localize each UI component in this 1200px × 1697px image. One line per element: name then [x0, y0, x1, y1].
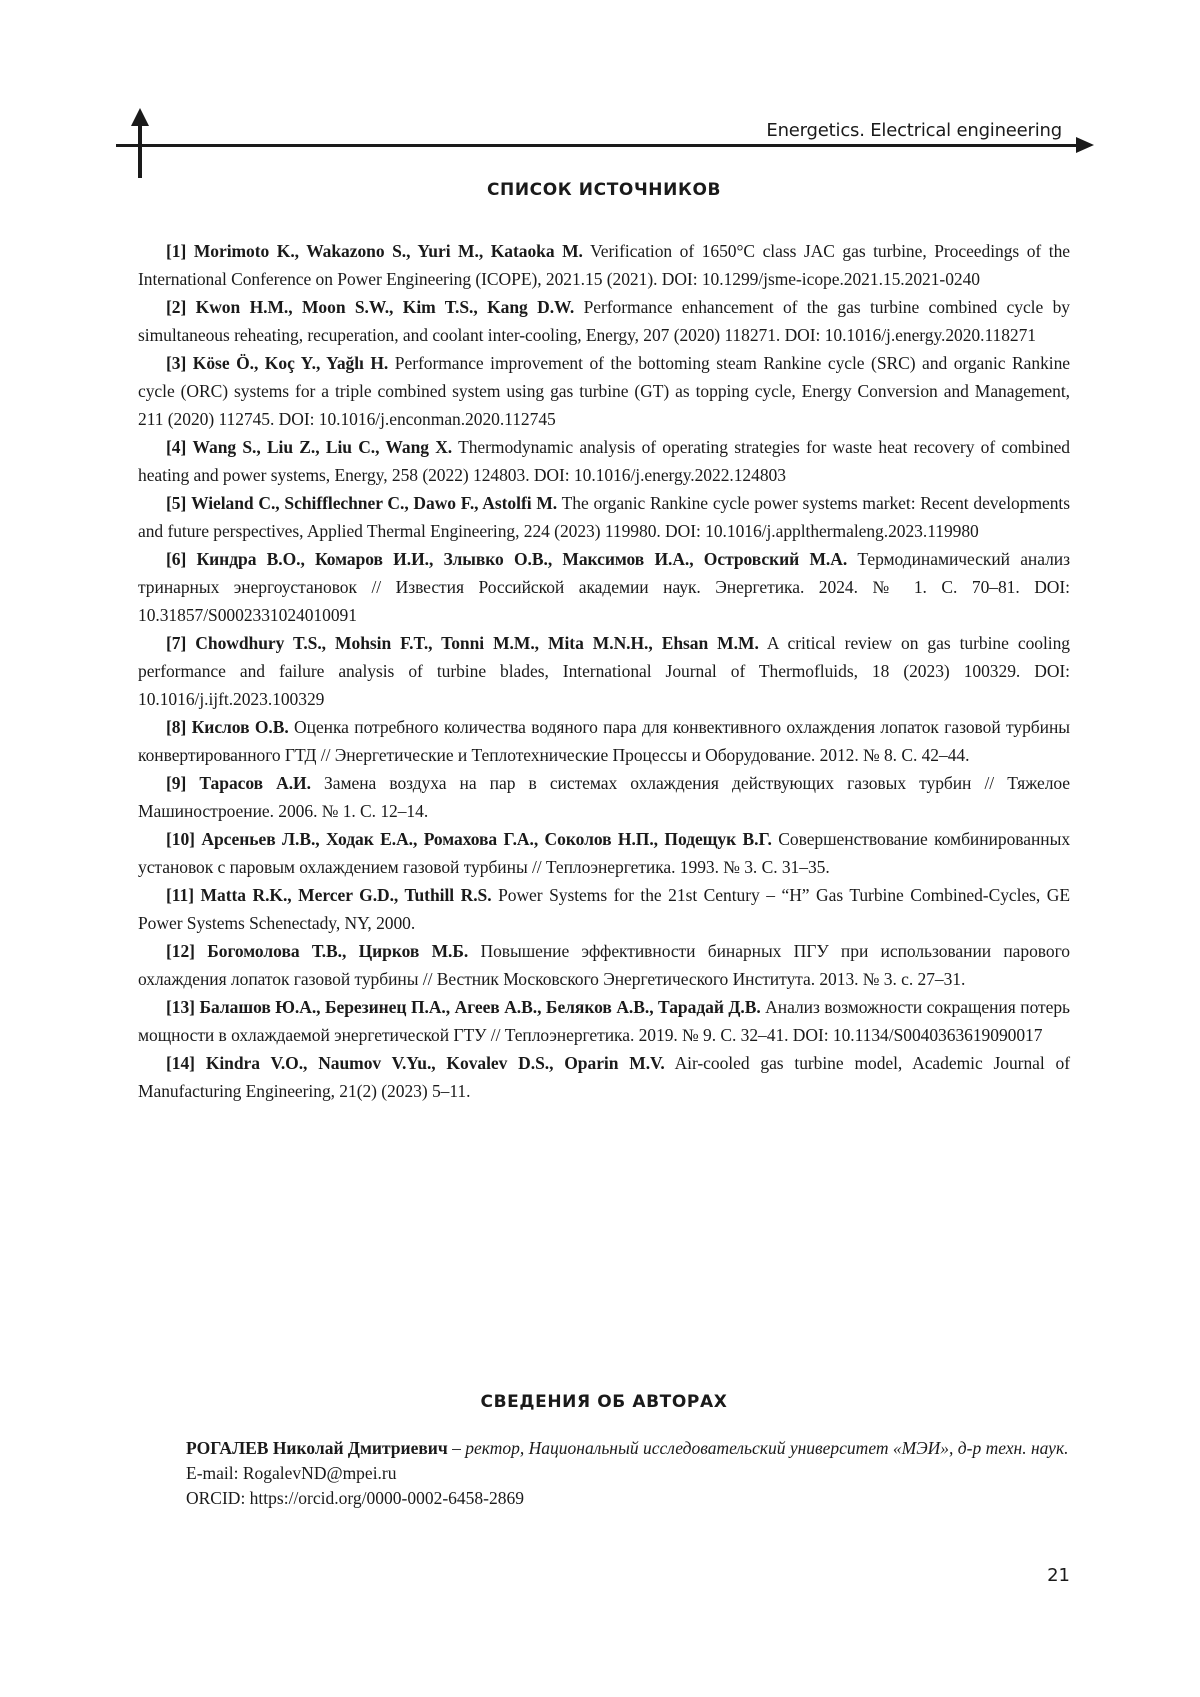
reference-text: Verification of 1650°C class JAC gas turbine, Proceedings of the International Conference on Power Engineering (ICOPE), 2021.15 (2021). DOI: 10.1299/jsme-icope.2021.15.2021-0240	[138, 241, 1070, 289]
reference-number: [4]	[166, 437, 187, 457]
author-line	[186, 1436, 1070, 1461]
reference-item	[138, 769, 1070, 825]
reference-text: Оценка потребного количества водяного пара для конвективного охлаждения лопаток газовой турбины конвертированного ГТД // Энергетические и Теплотехнические Процессы и Оборудование. 2012. № 8. С. 42–44.	[138, 717, 1070, 765]
author-email: E-mail: RogalevND@mpei.ru	[186, 1463, 397, 1483]
arrow-right-icon	[1076, 137, 1094, 153]
reference-item	[138, 293, 1070, 349]
reference-item	[138, 349, 1070, 433]
reference-number: [6]	[166, 549, 187, 569]
reference-item	[138, 993, 1070, 1049]
reference-item	[138, 237, 1070, 293]
references-heading: СПИСОК ИСТОЧНИКОВ	[486, 180, 722, 200]
reference-item	[138, 1049, 1070, 1105]
reference-text: A critical review on gas turbine cooling performance and failure analysis of turbine blades, International Journal of Thermofluids, 18 (2023) 100329. DOI: 10.1016/j.ijft.2023.100329	[138, 633, 1070, 709]
reference-text: Power Systems for the 21st Century – “H” Gas Turbine Combined-Cycles, GE Power Systems Schenectady, NY, 2000.	[138, 885, 1071, 933]
reference-number: [14]	[166, 1053, 195, 1073]
reference-number: [1]	[166, 241, 187, 261]
reference-list	[138, 237, 1070, 1105]
reference-item	[138, 489, 1070, 545]
reference-text: Анализ возможности сокращения потерь мощности в охлаждаемой энергетической ГТУ // Теплоэнергетика. 2019. № 9. С. 32–41. DOI: 10.1134/S0040363619090017	[138, 997, 1070, 1045]
reference-number: [3]	[166, 353, 187, 373]
reference-text: The organic Rankine cycle power systems market: Recent developments and future perspectives, Applied Thermal Engineering, 224 (2023) 119980. DOI: 10.1016/j.applthermaleng.2023.119980	[138, 493, 1070, 541]
reference-number: [2]	[166, 297, 187, 317]
reference-text: Thermodynamic analysis of operating strategies for waste heat recovery of combined heating and power systems, Energy, 258 (2022) 124803. DOI: 10.1016/j.energy.2022.124803	[138, 437, 1070, 485]
reference-number: [7]	[166, 633, 187, 653]
header-vertical-rule	[138, 120, 142, 178]
reference-number: [11]	[166, 885, 194, 905]
reference-authors: Köse Ö., Koç Y., Yağlı H.	[192, 353, 389, 373]
reference-number: [13]	[166, 997, 195, 1017]
reference-item	[138, 825, 1070, 881]
reference-number: [12]	[166, 941, 195, 961]
author-orcid: ORCID: https://orcid.org/0000-0002-6458-2869	[186, 1488, 524, 1508]
reference-authors: Wang S., Liu Z., Liu C., Wang X.	[192, 437, 453, 457]
reference-text: Термодинамический анализ тринарных энергоустановок // Известия Российской академии наук. Энергетика. 2024. № 1. С. 70–81. DOI: 10.31857/S0002331024010091	[138, 549, 1070, 625]
author-role: – ректор, Национальный исследовательский университет «МЭИ», д-р техн. наук.	[452, 1438, 1069, 1458]
author-name: РОГАЛЕВ Николай Дмитриевич	[186, 1438, 448, 1458]
reference-authors: Matta R.K., Mercer G.D., Tuthill R.S.	[200, 885, 492, 905]
reference-item	[138, 433, 1070, 489]
reference-item	[138, 713, 1070, 769]
reference-number: [10]	[166, 829, 195, 849]
reference-text: Performance enhancement of the gas turbine combined cycle by simultaneous reheating, recuperation, and coolant inter-cooling, Energy, 207 (2020) 118271. DOI: 10.1016/j.energy.2020.118271	[138, 297, 1070, 345]
reference-authors: Тарасов А.И.	[199, 773, 311, 793]
author-info	[186, 1436, 1070, 1511]
reference-item	[138, 937, 1070, 993]
reference-number: [9]	[166, 773, 187, 793]
arrow-up-icon	[131, 108, 149, 126]
reference-authors: Wieland C., Schifflechner C., Dawo F., Astolfi M.	[191, 493, 558, 513]
reference-authors: Morimoto K., Wakazono S., Yuri M., Kataoka M.	[193, 241, 583, 261]
reference-authors: Kindra V.O., Naumov V.Yu., Kovalev D.S., Oparin M.V.	[205, 1053, 665, 1073]
page-number: 21	[1047, 1565, 1070, 1586]
reference-number: [5]	[166, 493, 187, 513]
reference-number: [8]	[166, 717, 187, 737]
reference-item	[138, 881, 1070, 937]
reference-text: Совершенствование комбинированных установок с паровым охлаждением газовой турбины // Теплоэнергетика. 1993. № 3. С. 31–35.	[138, 829, 1071, 877]
reference-item	[138, 629, 1070, 713]
header-horizontal-rule	[116, 144, 1078, 147]
reference-authors: Балашов Ю.А., Березинец П.А., Агеев А.В., Беляков А.В., Тарадай Д.В.	[199, 997, 761, 1017]
running-header-title: Energetics. Electrical engineering	[766, 120, 1062, 141]
reference-authors: Кислов О.В.	[191, 717, 289, 737]
authors-heading: СВЕДЕНИЯ ОБ АВТОРАХ	[480, 1392, 728, 1412]
reference-authors: Kwon H.M., Moon S.W., Kim T.S., Kang D.W.	[195, 297, 575, 317]
reference-text: Performance improvement of the bottoming steam Rankine cycle (SRC) and organic Rankine cycle (ORC) systems for a triple combined system using gas turbine (GT) as topping cycle, Energy Conversion and Management, 211 (2020) 112745. DOI: 10.1016/j.enconman.2020.112745	[138, 353, 1070, 429]
reference-text: Замена воздуха на пар в системах охлаждения действующих газовых турбин // Тяжелое Машиностроение. 2006. № 1. С. 12–14.	[138, 773, 1071, 821]
reference-text: Air-cooled gas turbine model, Academic Journal of Manufacturing Engineering, 21(2) (2023) 5–11.	[138, 1053, 1070, 1101]
reference-authors: Богомолова Т.В., Цирков М.Б.	[207, 941, 469, 961]
reference-text: Повышение эффективности бинарных ПГУ при использовании парового охлаждения лопаток газовой турбины // Вестник Московского Энергетического Института. 2013. № 3. с. 27–31.	[138, 941, 1070, 989]
reference-item	[138, 545, 1070, 629]
reference-authors: Арсеньев Л.В., Ходак Е.А., Ромахова Г.А., Соколов Н.П., Подещук В.Г.	[201, 829, 772, 849]
running-header	[116, 108, 1090, 174]
reference-authors: Киндра В.О., Комаров И.И., Злывко О.В., Максимов И.А., Островский М.А.	[196, 549, 848, 569]
reference-authors: Chowdhury T.S., Mohsin F.T., Tonni M.M., Mita M.N.H., Ehsan M.M.	[195, 633, 759, 653]
